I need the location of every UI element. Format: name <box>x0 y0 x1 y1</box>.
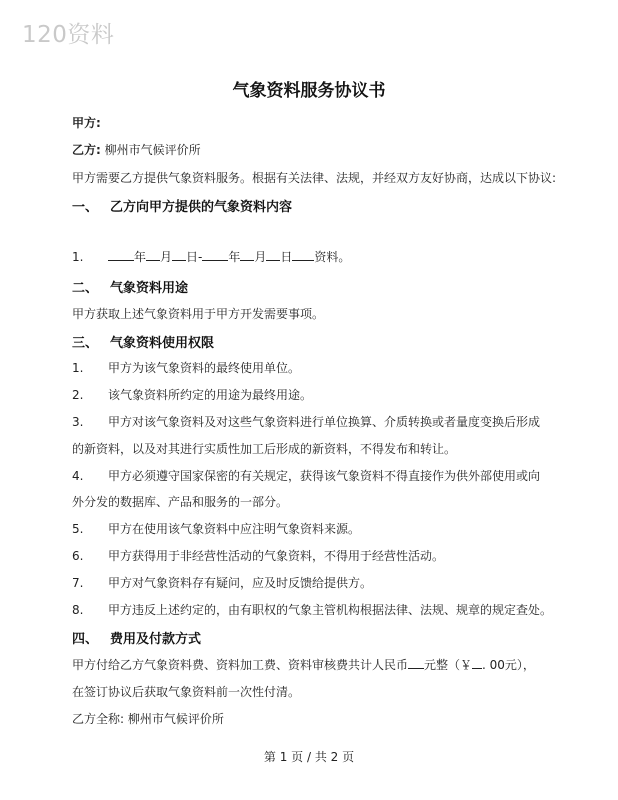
intro-paragraph: 甲方需要乙方提供气象资料服务。根据有关法律、法规，并经双方友好协商，达成以下协议: <box>72 171 557 185</box>
section3-number: 三、 <box>72 336 99 351</box>
list-item-number: 1. <box>72 361 84 375</box>
section4-number: 四、 <box>72 632 99 647</box>
day-label: 日- <box>186 250 203 264</box>
day-blank-2 <box>266 249 280 261</box>
list-item <box>72 413 540 430</box>
party-b-name: 柳州市气候评价所 <box>104 143 201 157</box>
section4-title: 费用及付款方式 <box>110 632 202 647</box>
list-item <box>72 520 360 537</box>
section3-heading <box>72 332 214 351</box>
list-item <box>72 601 552 618</box>
list-item-continuation: 的新资料，以及对其进行实质性加工后形成的新资料，不得发布和转让。 <box>72 442 457 456</box>
list-item-text: 甲方违反上述约定的，由有职权的气象主管机构根据法律、法规、规章的规定查处。 <box>108 603 553 617</box>
month-label: 月 <box>160 250 173 264</box>
list-item <box>72 359 300 376</box>
section1-item <box>72 248 350 265</box>
payment-line <box>72 656 535 673</box>
party-a-label: 甲方: <box>72 116 101 130</box>
list-item-number: 2. <box>72 388 84 402</box>
party-b-label: 乙方: <box>72 143 101 157</box>
list-item-number: 6. <box>72 549 84 563</box>
data-suffix: 资料。 <box>314 250 351 264</box>
party-b-fullname-value: 柳州市气候评价所 <box>127 712 224 726</box>
payment-text: 甲方付给乙方气象资料费、资料加工费、资料审核费共计人民币 <box>72 658 409 672</box>
day-blank <box>172 249 186 261</box>
list-item <box>72 467 540 484</box>
page-footer: 第 1 页 / 共 2 页 <box>263 750 355 764</box>
amount-blank <box>408 657 424 669</box>
section1-item-number: 1. <box>72 250 84 264</box>
list-item-number: 3. <box>72 415 84 429</box>
section1-title: 乙方向甲方提供的气象资料内容 <box>110 200 293 215</box>
payment-currency: 元整（￥ <box>424 658 473 672</box>
section2-heading <box>72 277 188 296</box>
section2-number: 二、 <box>72 281 99 296</box>
list-item-text: 甲方在使用该气象资料中应注明气象资料来源。 <box>108 522 361 536</box>
party-b-line <box>72 141 201 158</box>
list-item-number: 4. <box>72 469 84 483</box>
section2-title: 气象资料用途 <box>110 281 189 296</box>
party-b-fullname-label: 乙方全称: <box>72 712 125 726</box>
list-item-continuation: 外分发的数据库、产品和服务的一部分。 <box>72 495 289 509</box>
yuan-blank <box>472 657 482 669</box>
year-label: 年 <box>134 250 147 264</box>
list-item-text: 甲方对气象资料存有疑问，应及时反馈给提供方。 <box>108 576 373 590</box>
section3-title: 气象资料使用权限 <box>110 336 215 351</box>
list-item-text: 该气象资料所约定的用途为最终用途。 <box>108 388 313 402</box>
payment-terms: 在签订协议后获取气象资料前一次性付清。 <box>72 685 301 699</box>
list-item <box>72 574 372 591</box>
year-blank-2 <box>202 249 228 261</box>
section2-text: 甲方获取上述气象资料用于甲方开发需要事项。 <box>72 307 325 321</box>
list-item-number: 8. <box>72 603 84 617</box>
section4-heading <box>72 628 201 647</box>
list-item-number: 5. <box>72 522 84 536</box>
list-item-text: 甲方对该气象资料及对这些气象资料进行单位换算、介质转换或者量度变换后形成 <box>108 415 541 429</box>
month-blank-2 <box>240 249 254 261</box>
year-label-2: 年 <box>228 250 241 264</box>
section1-number: 一、 <box>72 200 99 215</box>
month-blank <box>146 249 160 261</box>
list-item <box>72 386 312 403</box>
list-item <box>72 547 444 564</box>
data-type-blank <box>292 249 314 261</box>
list-item-number: 7. <box>72 576 84 590</box>
list-item-text: 甲方必须遵守国家保密的有关规定，获得该气象资料不得直接作为供外部使用或向 <box>108 469 541 483</box>
year-blank <box>108 249 134 261</box>
month-label-2: 月 <box>254 250 267 264</box>
section1-heading <box>72 196 292 215</box>
party-b-fullname-line <box>72 710 224 727</box>
watermark: 120资料 <box>22 22 115 48</box>
payment-amount-suffix: . 00元）， <box>482 658 535 672</box>
list-item-text: 甲方获得用于非经营性活动的气象资料，不得用于经营性活动。 <box>108 549 445 563</box>
document-title: 气象资料服务协议书 <box>232 81 386 101</box>
day-label-2: 日 <box>280 250 293 264</box>
list-item-text: 甲方为该气象资料的最终使用单位。 <box>108 361 301 375</box>
